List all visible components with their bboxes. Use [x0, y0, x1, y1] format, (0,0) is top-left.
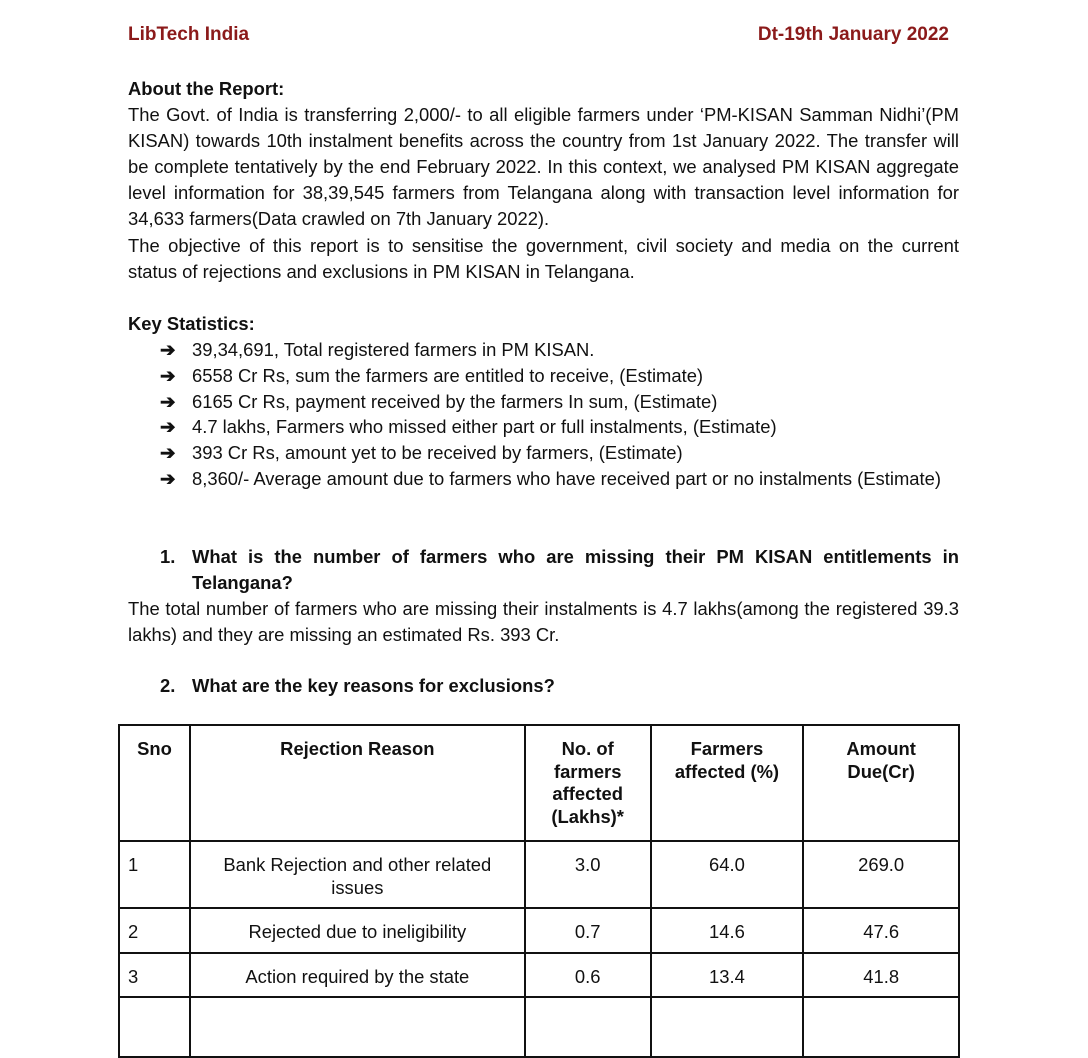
cell-farmers-percent: 14.6 [651, 908, 804, 953]
key-stat-item [160, 389, 959, 415]
cell-amount-due: 47.6 [803, 908, 959, 953]
answer-1: The total number of farmers who are missing their instalments is 4.7 lakhs(among the registered 39.3 lakhs) and they are missing an estimated Rs. 393 Cr. [128, 598, 959, 645]
cell-sno: 1 [119, 841, 190, 908]
cell-farmers-count [525, 997, 651, 1057]
question-2-text: What are the key reasons for exclusions? [192, 675, 555, 696]
cell-amount-due [803, 997, 959, 1057]
question-2-number: 2. [160, 675, 176, 696]
question-1 [160, 544, 959, 596]
arrow-icon: ➔ [160, 364, 176, 386]
report-date: Dt-19th January 2022 [757, 24, 949, 45]
cell-farmers-count: 0.7 [525, 908, 651, 953]
key-stat-text: 6165 Cr Rs, payment received by the farmers In sum, (Estimate) [192, 390, 718, 412]
arrow-icon: ➔ [160, 390, 176, 412]
table-row [119, 908, 959, 953]
question-2 [160, 673, 959, 699]
cell-farmers-percent: 13.4 [651, 953, 804, 998]
table-row [119, 841, 959, 908]
table-row [119, 997, 959, 1057]
cell-reason: Rejected due to ineligibility [190, 908, 525, 953]
table-row [119, 953, 959, 998]
org-name: LibTech India [128, 24, 250, 45]
arrow-icon: ➔ [160, 339, 176, 360]
key-stat-item [160, 440, 959, 466]
key-stat-item [160, 414, 959, 440]
arrow-icon: ➔ [160, 442, 176, 464]
page-header [128, 24, 949, 50]
cell-farmers-count: 3.0 [525, 841, 651, 908]
rejection-reasons-table [118, 724, 960, 1058]
header-sno: Sno [119, 725, 190, 841]
header-amount-due: Amount Due(Cr) [803, 725, 959, 841]
key-stats-list [160, 337, 959, 492]
header-reason: Rejection Reason [190, 725, 525, 841]
header-farmers-count: No. of farmers affected (Lakhs)* [525, 725, 651, 841]
cell-amount-due: 269.0 [803, 841, 959, 908]
header-farmers-percent: Farmers affected (%) [651, 725, 804, 841]
arrow-icon: ➔ [160, 467, 176, 489]
cell-sno [119, 997, 190, 1057]
cell-farmers-count: 0.6 [525, 953, 651, 998]
table-header-row [119, 725, 959, 841]
about-heading: About the Report: [128, 78, 285, 99]
key-stat-item [160, 466, 959, 492]
about-paragraph-2: The objective of this report is to sensitise the government, civil society and media on the current status of rejections and exclusions in PM KISAN in Telangana. [128, 235, 959, 282]
cell-reason: Bank Rejection and other related issues [190, 841, 525, 908]
key-stat-text: 4.7 lakhs, Farmers who missed either part or full instalments, (Estimate) [192, 416, 777, 438]
key-stat-item [160, 363, 959, 389]
key-stat-text: 6558 Cr Rs, sum the farmers are entitled to receive, (Estimate) [192, 364, 704, 386]
question-1-number: 1. [160, 546, 176, 567]
cell-sno: 3 [119, 953, 190, 998]
key-stat-item [160, 337, 959, 363]
key-stat-text: 8,360/- Average amount due to farmers who have received part or no instalments (Estimate) [192, 467, 941, 489]
cell-reason [190, 997, 525, 1057]
cell-reason: Action required by the state [190, 953, 525, 998]
question-1-text: What is the number of farmers who are missing their PM KISAN entitlements in Telangana? [192, 546, 959, 593]
cell-farmers-percent: 64.0 [651, 841, 804, 908]
cell-farmers-percent [651, 997, 804, 1057]
about-paragraph-1: The Govt. of India is transferring 2,000/- to all eligible farmers under ‘PM-KISAN Samman Nidhi’(PM KISAN) towards 10th instalment benefits across the country from 1st January 2022. The transfer will be complete tentatively by the end February 2022. In this context, we analysed PM KISAN aggregate level information for 38,39,545 farmers from Telangana along with transaction level information for 34,633 farmers(Data crawled on 7th January 2022). [128, 104, 959, 229]
cell-amount-due: 41.8 [803, 953, 959, 998]
key-stat-text: 39,34,691, Total registered farmers in PM KISAN. [192, 339, 595, 360]
key-stats-heading: Key Statistics: [128, 313, 255, 334]
cell-sno: 2 [119, 908, 190, 953]
key-stat-text: 393 Cr Rs, amount yet to be received by farmers, (Estimate) [192, 442, 683, 464]
arrow-icon: ➔ [160, 416, 176, 438]
